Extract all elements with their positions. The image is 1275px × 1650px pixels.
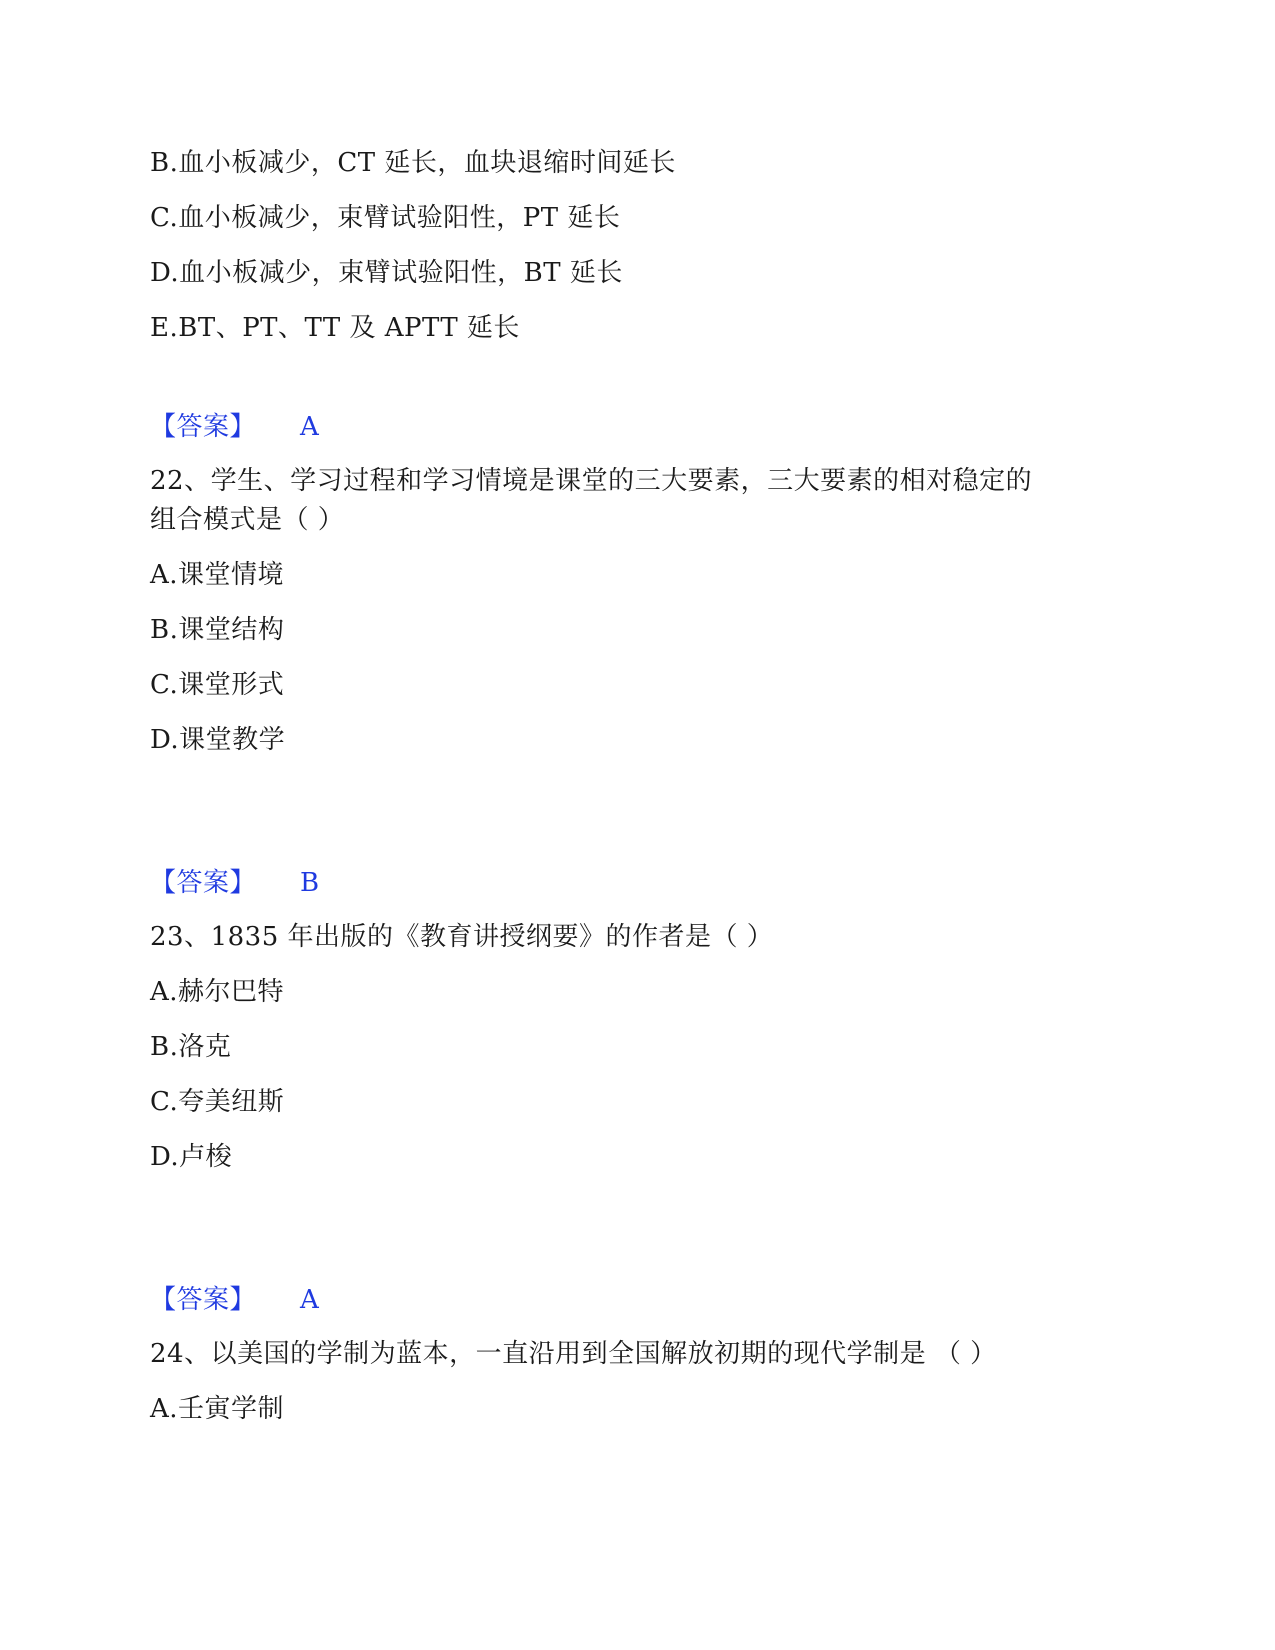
q23-answer-tag: 【答案】 xyxy=(150,1285,257,1315)
q22-option-b: B.课堂结构 xyxy=(150,615,285,645)
q21-answer-tag: 【答案】 xyxy=(150,412,257,442)
q21-option-b: B.血小板减少，CT 延长，血块退缩时间延长 xyxy=(150,148,676,178)
q21-answer-value: A xyxy=(300,412,320,442)
q21-option-e: E.BT、PT、TT 及 APTT 延长 xyxy=(150,313,520,343)
q23-option-a: A.赫尔巴特 xyxy=(150,977,285,1007)
q21-option-c: C.血小板减少，束臂试验阳性，PT 延长 xyxy=(150,203,621,233)
q22-option-a: A.课堂情境 xyxy=(150,560,285,590)
q23-answer-row xyxy=(150,1283,319,1317)
q22-stem-line-2: 组合模式是（ ） xyxy=(150,505,345,535)
q22-stem-line-1: 22、学生、学习过程和学习情境是课堂的三大要素，三大要素的相对稳定的 xyxy=(150,466,1033,496)
q23-stem: 23、1835 年出版的《教育讲授纲要》的作者是（ ） xyxy=(150,922,774,952)
q21-option-d: D.血小板减少，束臂试验阳性，BT 延长 xyxy=(150,258,623,288)
q22-option-d: D.课堂教学 xyxy=(150,725,286,755)
q22-answer-row xyxy=(150,866,320,900)
q24-stem: 24、以美国的学制为蓝本，一直沿用到全国解放初期的现代学制是 （ ） xyxy=(150,1339,997,1369)
q23-option-b: B.洛克 xyxy=(150,1032,232,1062)
q23-answer-value: A xyxy=(300,1285,320,1315)
q21-answer-row xyxy=(150,410,319,444)
q23-option-c: C.夸美纽斯 xyxy=(150,1087,285,1117)
q24-option-a: A.壬寅学制 xyxy=(150,1394,285,1424)
q23-option-d: D.卢梭 xyxy=(150,1142,233,1172)
q22-answer-value: B xyxy=(300,868,320,898)
q22-answer-tag: 【答案】 xyxy=(150,868,257,898)
q22-option-c: C.课堂形式 xyxy=(150,670,285,700)
